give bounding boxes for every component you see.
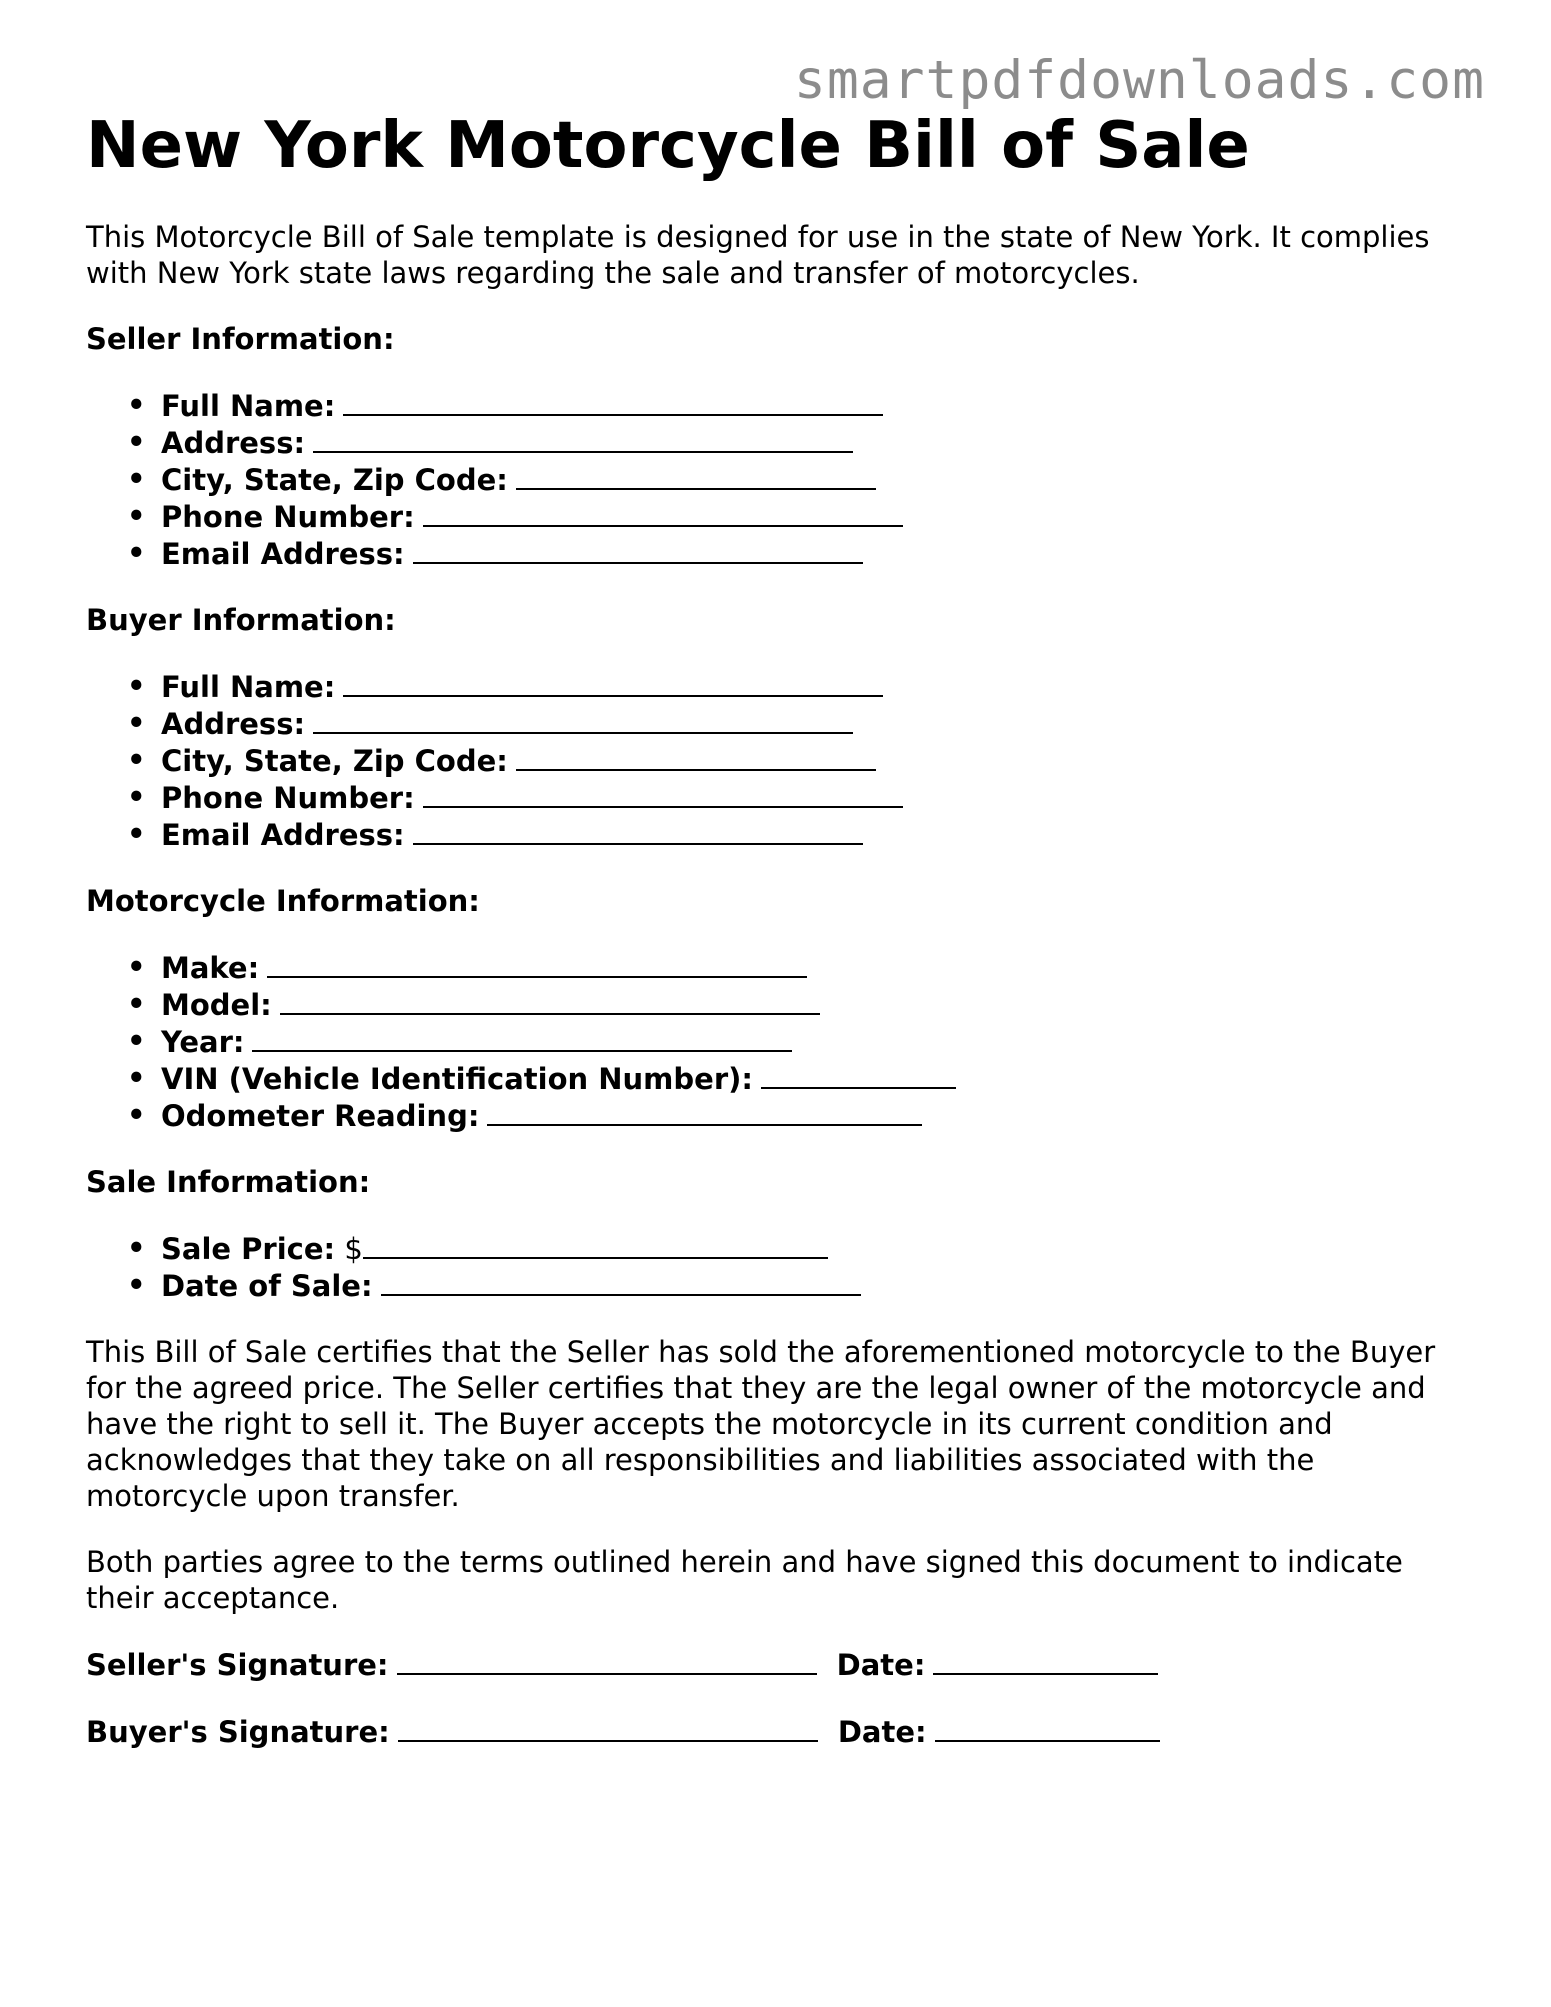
buyer-full-name-blank[interactable]	[343, 668, 883, 697]
odometer-field	[161, 1097, 1466, 1134]
buyer-signature-line	[86, 1713, 1466, 1750]
buyer-signature-label: Buyer's Signature:	[86, 1715, 390, 1749]
field-label: Full Name:	[161, 389, 336, 423]
watermark: smartpdfdownloads.com	[793, 50, 1485, 111]
seller-fields-list	[86, 387, 1466, 572]
document-page	[86, 108, 1466, 1750]
seller-city-state-zip-blank[interactable]	[516, 461, 876, 490]
buyer-email-blank[interactable]	[413, 816, 863, 845]
intro-paragraph: This Motorcycle Bill of Sale template is designed for use in the state of New York. It complies with New York state laws regarding the sale and transfer of motorcycles.	[86, 220, 1430, 290]
buyer-date-blank[interactable]	[935, 1713, 1160, 1742]
buyer-full-name-field	[161, 668, 1466, 705]
field-label: Sale Price:	[161, 1232, 336, 1266]
date-of-sale-field	[161, 1267, 1466, 1304]
field-label: Phone Number:	[161, 781, 415, 815]
buyer-signature-blank[interactable]	[398, 1713, 818, 1742]
seller-phone-field	[161, 498, 1466, 535]
field-label: Year:	[161, 1025, 245, 1059]
sale-price-field	[161, 1230, 1466, 1267]
field-label: Email Address:	[161, 537, 405, 571]
buyer-phone-blank[interactable]	[423, 779, 903, 808]
field-label: City, State, Zip Code:	[161, 463, 508, 497]
buyer-phone-field	[161, 779, 1466, 816]
seller-full-name-field	[161, 387, 1466, 424]
make-blank[interactable]	[267, 949, 807, 978]
field-label: Full Name:	[161, 670, 336, 704]
year-field	[161, 1023, 1466, 1060]
model-field	[161, 986, 1466, 1023]
agreement-paragraph: Both parties agree to the terms outlined herein and have signed this document to indicate their acceptance.	[86, 1545, 1403, 1615]
date-of-sale-blank[interactable]	[381, 1267, 861, 1296]
field-label: Phone Number:	[161, 500, 415, 534]
field-label: Email Address:	[161, 818, 405, 852]
motorcycle-section-heading: Motorcycle Information:	[86, 884, 480, 918]
motorcycle-fields-list	[86, 949, 1466, 1134]
buyer-fields-list	[86, 668, 1466, 853]
document-title: New York Motorcycle Bill of Sale	[86, 109, 1250, 183]
buyer-address-field	[161, 705, 1466, 742]
field-label: VIN (Vehicle Identification Number):	[161, 1062, 753, 1096]
seller-signature-line	[86, 1646, 1466, 1683]
buyer-address-blank[interactable]	[313, 705, 853, 734]
field-label: Address:	[161, 426, 306, 460]
seller-address-field	[161, 424, 1466, 461]
odometer-blank[interactable]	[487, 1097, 922, 1126]
certification-paragraph: This Bill of Sale certifies that the Seller has sold the aforementioned motorcycle to the Buyer for the agreed price. The Seller certifies that they are the legal owner of the motorcycle and have the right to sell it. The Buyer accepts the motorcycle in its current condition and acknowledges that they take on all responsibilities and liabilities associated with the motorcycle upon transfer.	[86, 1335, 1436, 1513]
vin-blank[interactable]	[761, 1060, 956, 1089]
buyer-section-heading: Buyer Information:	[86, 603, 396, 637]
field-label: City, State, Zip Code:	[161, 744, 508, 778]
buyer-city-state-zip-blank[interactable]	[516, 742, 876, 771]
vin-field	[161, 1060, 1466, 1097]
seller-city-state-zip-field	[161, 461, 1466, 498]
seller-full-name-blank[interactable]	[343, 387, 883, 416]
buyer-email-field	[161, 816, 1466, 853]
seller-date-label: Date:	[836, 1648, 926, 1682]
sale-section-heading: Sale Information:	[86, 1165, 371, 1199]
seller-signature-label: Seller's Signature:	[86, 1648, 389, 1682]
seller-address-blank[interactable]	[313, 424, 853, 453]
buyer-city-state-zip-field	[161, 742, 1466, 779]
field-label: Odometer Reading:	[161, 1099, 480, 1133]
seller-email-field	[161, 535, 1466, 572]
seller-phone-blank[interactable]	[423, 498, 903, 527]
year-blank[interactable]	[252, 1023, 792, 1052]
sale-fields-list	[86, 1230, 1466, 1304]
field-label: Make:	[161, 951, 260, 985]
seller-signature-blank[interactable]	[397, 1646, 817, 1675]
sale-price-blank[interactable]	[363, 1230, 828, 1259]
seller-section-heading: Seller Information:	[86, 322, 395, 356]
field-label: Address:	[161, 707, 306, 741]
buyer-date-label: Date:	[837, 1715, 927, 1749]
seller-email-blank[interactable]	[413, 535, 863, 564]
field-label: Model:	[161, 988, 272, 1022]
model-blank[interactable]	[280, 986, 820, 1015]
make-field	[161, 949, 1466, 986]
currency-symbol: $	[344, 1232, 363, 1266]
seller-date-blank[interactable]	[933, 1646, 1158, 1675]
field-label: Date of Sale:	[161, 1269, 373, 1303]
